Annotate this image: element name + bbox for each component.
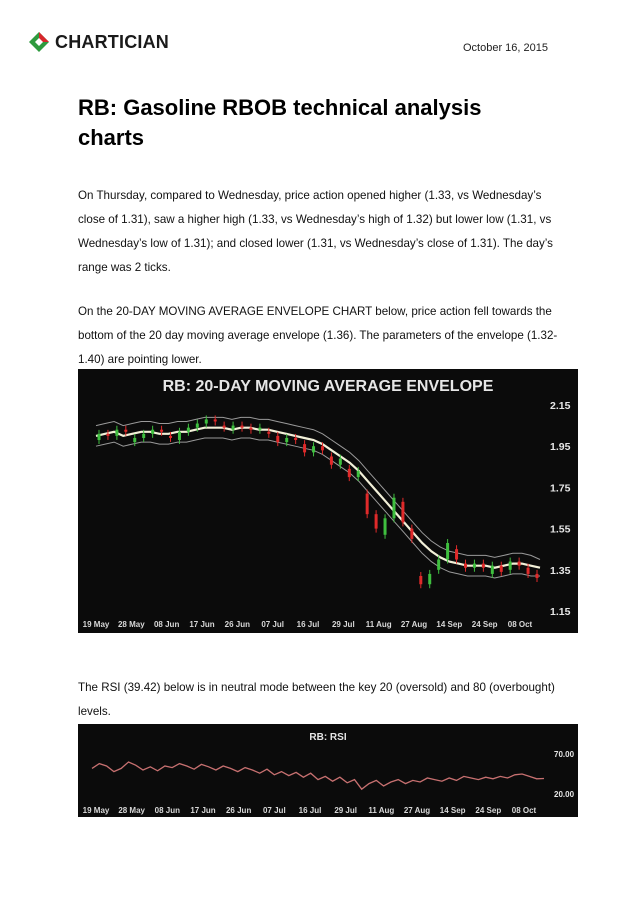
candle-body xyxy=(392,498,395,519)
rsi-x-tick-label: 08 Jun xyxy=(154,806,181,815)
candle-body xyxy=(178,432,181,440)
candle-body xyxy=(482,564,485,568)
candle-body xyxy=(410,529,413,539)
candle-body xyxy=(205,419,208,423)
rsi-x-tick-label: 28 May xyxy=(118,806,146,815)
paragraph-rsi: The RSI (39.42) below is in neutral mode between the key 20 (oversold) and 80 (overbought) levels. xyxy=(78,681,555,718)
rsi-x-tick-label: 19 May xyxy=(82,806,110,815)
candle-body xyxy=(223,426,226,428)
ma-envelope-chart-svg xyxy=(78,369,578,633)
candle-body xyxy=(115,430,118,436)
x-tick-label: 28 May xyxy=(117,620,145,629)
diamond-logo-icon xyxy=(28,31,50,53)
x-tick-label: 17 Jun xyxy=(189,620,215,629)
y-tick-label: 1.35 xyxy=(550,564,571,577)
candle-body xyxy=(464,564,467,568)
x-tick-label: 14 Sep xyxy=(436,620,463,629)
candle-body xyxy=(446,543,449,559)
charticican-logo xyxy=(28,31,169,53)
candle-body xyxy=(232,426,235,430)
candle-body xyxy=(98,434,101,440)
candle-body xyxy=(303,444,306,452)
logo-text: CHARTICIAN xyxy=(55,31,169,52)
rsi-y-tick-label: 70.00 xyxy=(554,750,575,759)
rsi-x-tick-label: 24 Sep xyxy=(475,806,502,815)
candle-body xyxy=(455,549,458,559)
y-tick-label: 2.15 xyxy=(550,400,571,412)
rsi-x-tick-label: 07 Jul xyxy=(262,806,286,815)
candle-body xyxy=(241,426,244,428)
rsi-x-tick-label: 29 Jul xyxy=(334,806,358,815)
candle-body xyxy=(527,568,530,574)
x-tick-label: 08 Jun xyxy=(153,620,180,629)
x-tick-label: 11 Aug xyxy=(365,620,392,629)
candle-body xyxy=(276,436,279,442)
candle-body xyxy=(401,502,404,523)
y-tick-label: 1.15 xyxy=(550,606,571,618)
candle-body xyxy=(133,438,136,442)
candle-body xyxy=(214,419,217,421)
candle-body xyxy=(419,576,422,584)
candle-body xyxy=(491,566,494,574)
candle-body xyxy=(357,471,360,477)
candle-body xyxy=(196,424,199,428)
lower-envelope-line xyxy=(96,438,540,578)
rsi-x-tick-label: 16 Jul xyxy=(298,806,322,815)
paragraph-price-action: On Thursday, compared to Wednesday, price action opened higher (1.33, vs Wednesday’s close of 1.31), saw a higher high (1.33, vs Wednesday’s high of 1.32) but lower low (1.31, vs Wednesday’s low of 1.31); and closed lower (1.31, vs Wednesday’s close of 1.31). The day’s range was 2 ticks. xyxy=(78,189,553,274)
candle-body xyxy=(437,560,440,570)
x-tick-label: 07 Jul xyxy=(261,620,285,629)
rsi-x-tick-label: 14 Sep xyxy=(439,806,466,815)
chart-title: RB: 20-DAY MOVING AVERAGE ENVELOPE xyxy=(162,378,494,395)
ma-envelope-chart xyxy=(78,369,578,633)
candle-body xyxy=(267,432,270,434)
candle-body xyxy=(151,430,154,434)
y-tick-label: 1.95 xyxy=(550,441,571,454)
rsi-x-tick-label: 26 Jun xyxy=(225,806,252,815)
rsi-x-tick-label: 27 Aug xyxy=(403,806,431,815)
x-tick-label: 27 Aug xyxy=(400,620,428,629)
candle-body xyxy=(518,562,521,566)
candle-body xyxy=(258,428,261,430)
candle-body xyxy=(312,446,315,452)
rsi-x-tick-label: 17 Jun xyxy=(190,806,216,815)
x-tick-label: 24 Sep xyxy=(471,620,498,629)
candle-body xyxy=(285,438,288,442)
x-tick-label: 19 May xyxy=(82,620,110,629)
rsi-x-tick-label: 08 Oct xyxy=(511,806,537,815)
candle-body xyxy=(384,518,387,534)
candle-body xyxy=(187,428,190,432)
candle-body xyxy=(473,564,476,568)
candle-body xyxy=(249,428,252,430)
page-title: RB: Gasoline RBOB technical analysis charts xyxy=(78,95,482,150)
candle-body xyxy=(169,436,172,438)
candle-body xyxy=(142,434,145,438)
upper-envelope-line xyxy=(96,417,540,559)
candle-body xyxy=(428,574,431,584)
rsi-y-tick-label: 20.00 xyxy=(554,790,575,799)
candle-body xyxy=(339,459,342,465)
paragraph-ma-envelope: On the 20-DAY MOVING AVERAGE ENVELOPE CHART below, price action fell towards the bottom of the 20 day moving average envelope (1.36). The parameters of the envelope (1.32-1.40) are pointing lower. xyxy=(78,305,558,366)
document-date: October 16, 2015 xyxy=(462,42,548,54)
x-tick-label: 16 Jul xyxy=(296,620,320,629)
candle-body xyxy=(294,438,297,440)
candle-body xyxy=(375,514,378,528)
moving-average-line xyxy=(96,428,540,568)
candle-body xyxy=(500,566,503,572)
candle-body xyxy=(509,562,512,570)
candle-body xyxy=(106,434,109,436)
y-tick-label: 1.55 xyxy=(550,523,571,536)
y-tick-label: 1.75 xyxy=(550,482,571,495)
candle-body xyxy=(536,574,539,578)
x-tick-label: 08 Oct xyxy=(507,620,533,629)
rsi-chart xyxy=(78,724,578,817)
rsi-chart-title: RB: RSI xyxy=(309,732,347,743)
rsi-x-tick-label: 11 Aug xyxy=(368,806,395,815)
candle-body xyxy=(348,469,351,477)
candle-body xyxy=(160,430,163,432)
candle-body xyxy=(366,494,369,515)
candle-body xyxy=(321,446,324,450)
candle-body xyxy=(330,457,333,465)
candle-body xyxy=(124,430,127,432)
x-tick-label: 29 Jul xyxy=(331,620,355,629)
rsi-chart-svg xyxy=(78,724,578,817)
x-tick-label: 26 Jun xyxy=(224,620,251,629)
rsi-line xyxy=(92,762,544,789)
